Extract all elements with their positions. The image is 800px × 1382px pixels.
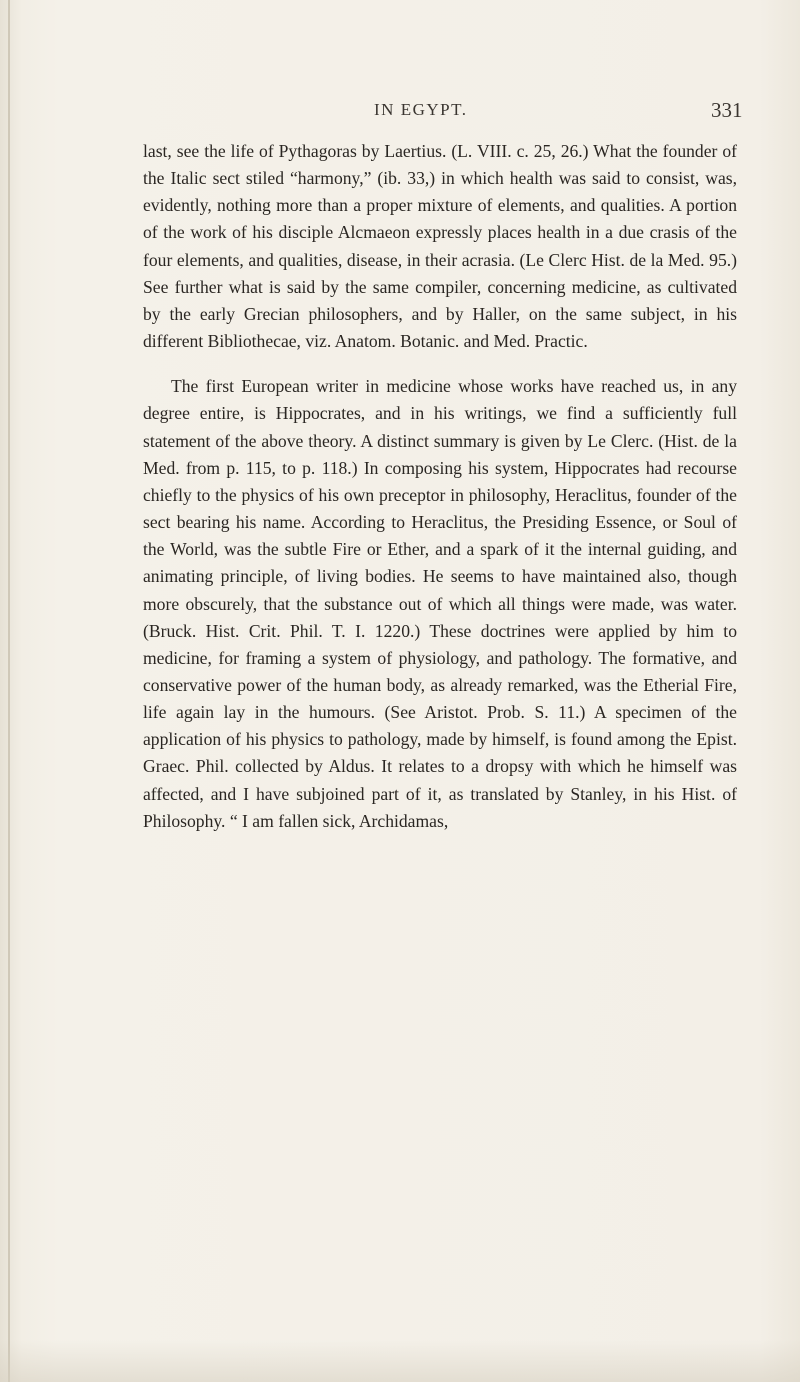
page-header [0, 100, 800, 130]
running-head: IN EGYPT. [374, 100, 468, 119]
page-edge-shadow [0, 1340, 800, 1382]
binding-gutter [8, 0, 10, 1382]
paragraph: last, see the life of Pythagoras by Laertius. (L. VIII. c. 25, 26.) What the founder of the Italic sect stiled “harmony,” (ib. 33,) in which health was said to consist, was, evidently, nothing more than a proper mixture of elements, and qualities. A portion of the work of his disciple Alcmaeon expressly places health in a due crasis of the four elements, and qualities, disease, in their acrasia. (Le Clerc Hist. de la Med. 95.) See further what is said by the same compiler, concerning medicine, as cultivated by the early Grecian philosophers, and by Haller, on the same subject, in his different Bibliothecae, viz. Anatom. Botanic. and Med. Practic. [143, 141, 737, 352]
body-text [143, 138, 737, 835]
page-number: 331 [711, 98, 743, 122]
paragraph: The first European writer in medicine whose works have reached us, in any degree entire, is Hippocrates, and in his writings, we find a sufficiently full statement of the above theory. A distinct summary is given by Le Clerc. (Hist. de la Med. from p. 115, to p. 118.) In composing his system, Hippocrates had recourse chiefly to the physics of his own preceptor in philosophy, Heraclitus, founder of the sect bearing his name. According to Heraclitus, the Presiding Essence, or Soul of the World, was the subtle Fire or Ether, and a spark of it the internal guiding, and animating principle, of living bodies. He seems to have maintained also, though more obscurely, that the substance out of which all things were made, was water. (Bruck. Hist. Crit. Phil. T. I. 1220.) These doctrines were applied by him to medicine, for framing a system of physiology, and pathology. The formative, and conservative power of the human body, as already remarked, was the Etherial Fire, life again lay in the humours. (See Aristot. Prob. S. 11.) A specimen of the application of his physics to pathology, made by himself, is found among the Epist. Graec. Phil. collected by Aldus. It relates to a dropsy with which he himself was affected, and I have subjoined part of it, as translated by Stanley, in his Hist. of Philosophy. “ I am fallen sick, Archidamas, [143, 376, 737, 831]
